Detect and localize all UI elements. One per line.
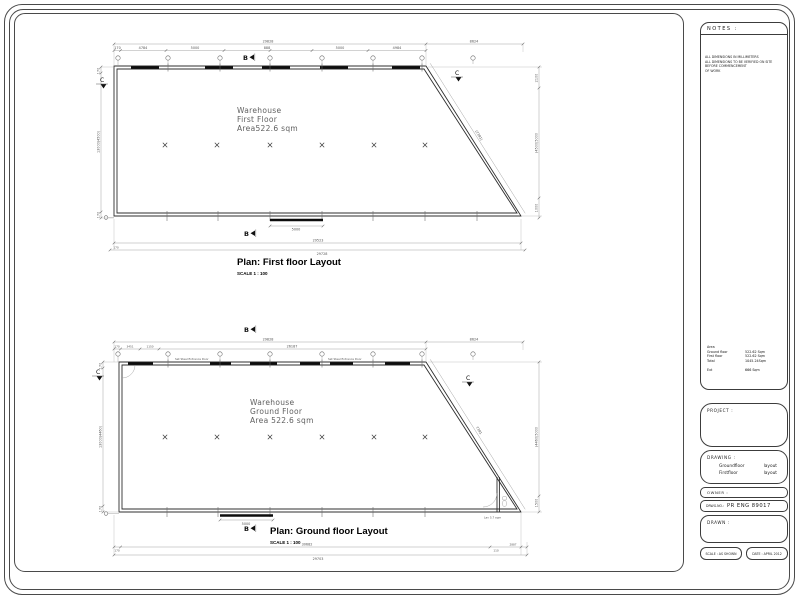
gf-plan-title: Plan: Ground floor Layout <box>270 526 388 537</box>
lav-label: Lav 5.7 sqm <box>484 515 502 520</box>
dim-label: 170 <box>96 211 101 219</box>
room-floor: First Floor <box>237 115 278 124</box>
dim-label: 170 <box>114 548 120 553</box>
gf-wall-inner <box>122 365 517 509</box>
area-row-value: 666 Sqm <box>745 368 760 372</box>
dim-label: 4784 <box>138 46 148 50</box>
dim-label: 8624 <box>469 39 479 44</box>
area-row <box>707 359 785 364</box>
gf-section-marker-c-left <box>92 369 104 381</box>
ff-top-dimensions <box>113 40 525 67</box>
gf-wall-ticks <box>167 360 425 518</box>
dim-label: 29523 <box>312 238 324 243</box>
drawing-label: DRAWING : <box>707 455 736 460</box>
dim-label: 1500 <box>534 498 539 508</box>
dim-label: 26187 <box>286 344 298 349</box>
ff-section-marker-c-left <box>96 77 108 89</box>
room-area: Area 522.6 sqm <box>250 416 314 425</box>
section-label: B <box>244 230 249 238</box>
gf-right-dimension <box>428 361 542 514</box>
dim-label: 5000 <box>291 227 301 232</box>
section-label: B <box>243 54 248 62</box>
gf-diagonal-dimension <box>430 359 525 509</box>
dim-label: (4460)5000 <box>534 427 539 447</box>
first-floor-plan <box>96 40 542 277</box>
ff-right-dimension <box>428 66 542 220</box>
dim-label: 5000 <box>190 46 200 50</box>
owner-box <box>700 487 788 498</box>
dim-label: 8624 <box>469 337 479 342</box>
drawing-line-word: layout <box>763 464 777 469</box>
area-row-label: First floor <box>707 354 723 358</box>
gf-plan-scale: SCALE 1 : 100 <box>270 540 301 545</box>
notes-box <box>700 22 788 390</box>
section-label: C <box>100 77 105 84</box>
gf-door-label-left: Set Steel Entrance Door <box>175 357 209 361</box>
dim-label: 13000(4500) <box>96 130 101 154</box>
section-label: B <box>244 525 249 533</box>
notes-line: ALL DIMENSIONS IN MILLIMETERS <box>705 55 759 59</box>
drawing-line-name: Firstfloor <box>719 471 738 476</box>
dim-label: 30682 <box>301 542 313 547</box>
ff-bottom-dimensions <box>109 219 527 256</box>
room-name: Warehouse <box>250 398 295 407</box>
area-table-header: Area <box>707 345 715 349</box>
drawn-label: DRAWN : <box>707 520 730 525</box>
ff-section-marker-b-bottom <box>244 230 256 239</box>
area-table <box>707 345 785 373</box>
dim-label: 4984 <box>392 46 402 50</box>
area-row-value: 522.62 Sqm <box>745 349 765 354</box>
dim-label: 888 <box>263 46 271 50</box>
dim-label: 2100 <box>534 73 539 83</box>
dim-label: 29828 <box>262 337 274 342</box>
drawing-number-label: DRWG.NO.: <box>706 504 725 508</box>
dim-label: 170 <box>113 245 119 250</box>
dim-label: 110 <box>493 548 499 553</box>
room-name: Warehouse <box>237 106 282 115</box>
scale-text: SCALE : AS SHOWN <box>705 551 737 556</box>
ff-room-label <box>237 106 298 133</box>
scale-box <box>700 547 742 560</box>
drawing-line <box>719 470 777 477</box>
drawing-line-name: Groundfloor <box>719 464 745 469</box>
drawing-line <box>719 463 777 470</box>
dim-label: (4500)5000 <box>534 133 539 153</box>
area-row <box>707 368 785 373</box>
dim-label: 7391 <box>474 425 483 436</box>
owner-label: OWNER : <box>707 490 729 495</box>
gf-column-marks <box>163 435 427 439</box>
ff-column-marks <box>163 143 427 147</box>
dim-label: 29828 <box>262 39 274 44</box>
dim-label: (7391) <box>474 129 484 142</box>
dim-label: 13000(4460) <box>98 425 103 449</box>
dim-label: 29728 <box>316 251 328 256</box>
area-row-label: Total <box>707 358 715 363</box>
drawing-box <box>700 450 788 484</box>
ff-wall-inner <box>117 69 517 213</box>
dim-label: 170 <box>98 362 103 370</box>
notes-line: OF WORK <box>705 68 721 73</box>
gf-wall-outline <box>119 362 521 512</box>
room-area: Area522.6 sqm <box>237 124 298 133</box>
area-row-label: Ground floor <box>707 349 728 354</box>
gf-section-marker-c-right <box>462 375 474 387</box>
ff-left-dimension <box>97 66 115 220</box>
dim-label: 5000 <box>335 46 345 50</box>
gf-grid-bubbles <box>104 352 475 516</box>
date-text: DATE : APRIL 2012 <box>752 551 782 556</box>
dim-label: 1000 <box>534 203 539 213</box>
dim-label: 170 <box>114 46 121 50</box>
dim-label: 170 <box>98 505 103 513</box>
ff-section-marker-b-top <box>243 54 255 63</box>
dim-label: 5000 <box>241 522 251 526</box>
area-row-label: Ext <box>707 368 713 372</box>
project-box <box>700 403 788 447</box>
dim-label: 170 <box>114 344 120 349</box>
drawing-number-value: PR ENG 89017 <box>727 503 771 509</box>
ground-floor-plan <box>92 326 542 561</box>
dim-label: 1150 <box>146 344 154 349</box>
section-label: C <box>455 70 460 77</box>
drawing-line-word: layout <box>763 471 777 476</box>
area-row-value: 522.62 Sqm <box>745 354 765 358</box>
gf-door-swing <box>122 365 135 378</box>
project-label: PROJECT : <box>707 408 734 413</box>
ff-plan-title: Plan: First floor Layout <box>237 257 341 268</box>
notes-line: ALL DIMENSIONS TO BE VERIFIED ON SITE BEFORE COMMENCEMENT <box>705 59 773 69</box>
gf-left-dimension <box>99 361 120 514</box>
drawn-box <box>700 515 788 543</box>
section-label: B <box>244 326 249 334</box>
room-floor: Ground Floor <box>250 407 303 416</box>
ff-diagonal-dimension <box>430 63 525 213</box>
notes-title: NOTES : <box>701 23 787 35</box>
date-box <box>746 547 788 560</box>
ff-section-marker-c-right <box>451 70 463 82</box>
section-label: C <box>96 369 101 376</box>
dim-label: 170 <box>96 67 101 75</box>
dim-label: 29703 <box>312 556 324 561</box>
notes-text <box>701 55 787 73</box>
ff-grid-bubbles <box>104 56 475 220</box>
ff-plan-scale: SCALE 1 : 100 <box>237 271 268 276</box>
ff-wall-ticks <box>167 64 477 222</box>
area-row-value: 1045.24Sqm <box>745 358 767 363</box>
section-label: C <box>466 375 471 382</box>
dim-label: 2887 <box>509 542 517 547</box>
ff-wall-outline <box>114 66 521 216</box>
drawing-number-box <box>700 500 788 512</box>
dim-label: 3451 <box>126 344 134 349</box>
gf-door-label-right: Set Steel Entrance Door <box>328 357 362 361</box>
gf-section-marker-b-top <box>244 326 256 335</box>
gf-room-label <box>250 398 314 425</box>
drawing-lines <box>701 460 787 477</box>
